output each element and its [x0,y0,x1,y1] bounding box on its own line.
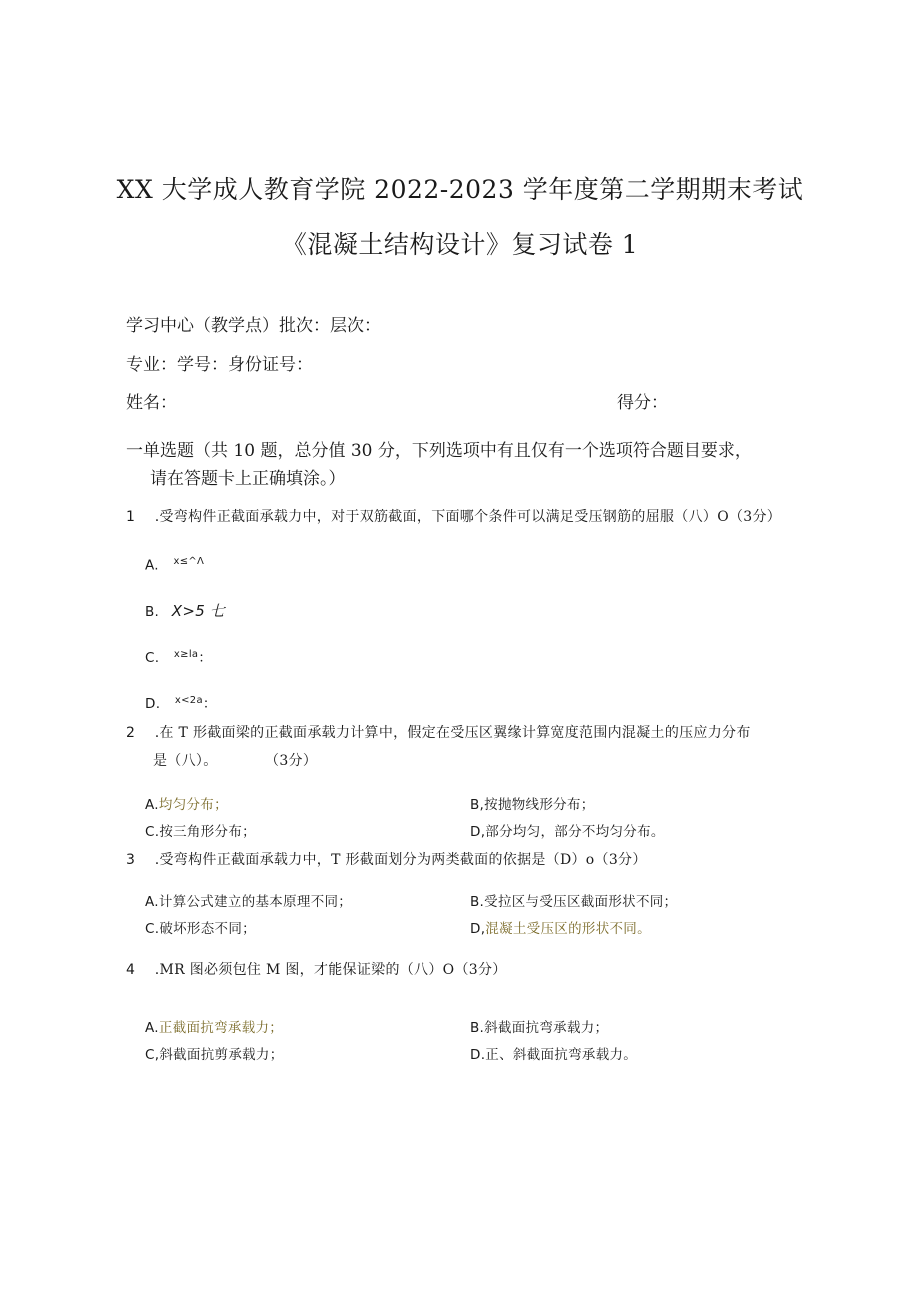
section-heading: 一单选题（共 10 题，总分值 30 分，下列选项中有且仅有一个选项符合题目要求， [126,441,752,461]
question-text: .受弯构件正截面承载力中，T 形截面划分为两类截面的依据是（D）o（3分） [154,852,647,868]
q3-option-c[interactable] [145,917,256,937]
option-formula: X>5 [171,602,206,620]
q1-option-c[interactable] [145,646,212,666]
option-text: 部分均匀，部分不均匀分布。 [485,824,665,840]
question-3 [126,849,647,869]
option-label: D. [470,1047,486,1063]
option-text: 按抛物线形分布； [484,797,595,813]
exam-subtitle: 《混凝土结构设计》复习试卷 1 [281,230,639,259]
q1-option-b[interactable] [145,600,225,621]
option-text: 正截面抗弯承载力； [158,1020,284,1036]
option-label: B, [470,797,485,813]
question-points: （3分） [265,753,318,769]
q4-option-a[interactable] [145,1016,283,1036]
q3-option-a[interactable] [145,890,352,910]
question-text: .在 T 形截面梁的正截面承载力计算中，假定在受压区翼缘计算宽度范围内混凝土的压应力分布 [154,725,751,741]
info-major: 专业：学号：身份证号： [126,355,313,375]
q2-option-a[interactable] [145,793,228,813]
option-label: C. [145,650,160,666]
option-text: 均匀分布； [158,797,228,813]
option-label: B. [470,894,485,910]
q1-option-d[interactable] [145,692,217,712]
question-text: .MR 图必须包住 M 图，才能保证梁的（八）O（3分） [154,962,507,978]
option-label: C. [145,824,160,840]
option-label: C. [145,921,160,937]
option-label: A. [145,797,159,813]
option-text: 受拉区与受压区截面形状不同； [484,894,678,910]
option-label: A. [145,557,159,574]
question-number: 2 [126,725,136,741]
option-formula-tail: ： [202,696,217,712]
option-label: A. [145,1020,159,1036]
q3-option-b[interactable] [470,890,677,910]
option-formula: x≤^Λ [173,556,205,567]
option-label: A. [145,894,159,910]
question-number: 1 [126,509,136,525]
q1-option-a[interactable] [145,556,204,574]
q4-option-b[interactable] [470,1016,608,1036]
question-2-cont [153,750,317,770]
option-text: 斜截面抗剪承载力； [159,1047,284,1063]
option-text: 计算公式建立的基本原理不同； [158,894,353,910]
option-text: 破坏形态不同； [159,921,256,937]
section-heading-cont: 请在答题卡上正确填涂。） [150,469,346,489]
q4-option-d[interactable] [470,1043,637,1063]
question-1 [126,506,781,526]
q2-option-d[interactable] [470,820,665,840]
option-text: 按三角形分布； [159,824,256,840]
option-formula-tail: 七 [209,602,225,620]
option-formula: x≥la [173,648,199,660]
question-text: .受弯构件正截面承载力中，对于双筋截面，下面哪个条件可以满足受压钢筋的屈服（八）O（3分） [154,509,782,525]
question-2 [126,722,751,742]
option-text: 正、斜截面抗弯承载力。 [485,1047,638,1063]
exam-title: XX 大学成人教育学院 2022-2023 学年度第二学期期末考试 [116,175,804,204]
option-formula-tail: ： [198,650,213,666]
option-label: D, [470,824,486,840]
info-score-label: 得分： [617,393,668,413]
question-text-cont: 是（八）。 [153,753,218,769]
q3-option-d[interactable] [470,917,651,937]
info-study-center: 学习中心（教学点）批次：层次： [126,316,381,336]
q4-option-c[interactable] [145,1043,284,1063]
option-text: 斜截面抗弯承载力； [484,1020,609,1036]
option-label: B. [470,1020,485,1036]
option-label: D. [145,696,161,712]
question-number: 4 [126,962,136,978]
q2-option-c[interactable] [145,820,256,840]
option-label: C, [145,1047,160,1063]
option-text: 混凝土受压区的形状不同。 [485,921,651,937]
info-name-label: 姓名： [126,393,177,413]
question-number: 3 [126,852,136,868]
q2-option-b[interactable] [470,793,595,813]
option-formula: x<2a [174,694,203,706]
option-label: B. [145,604,160,620]
question-4 [126,959,507,979]
option-label: D, [470,921,486,937]
